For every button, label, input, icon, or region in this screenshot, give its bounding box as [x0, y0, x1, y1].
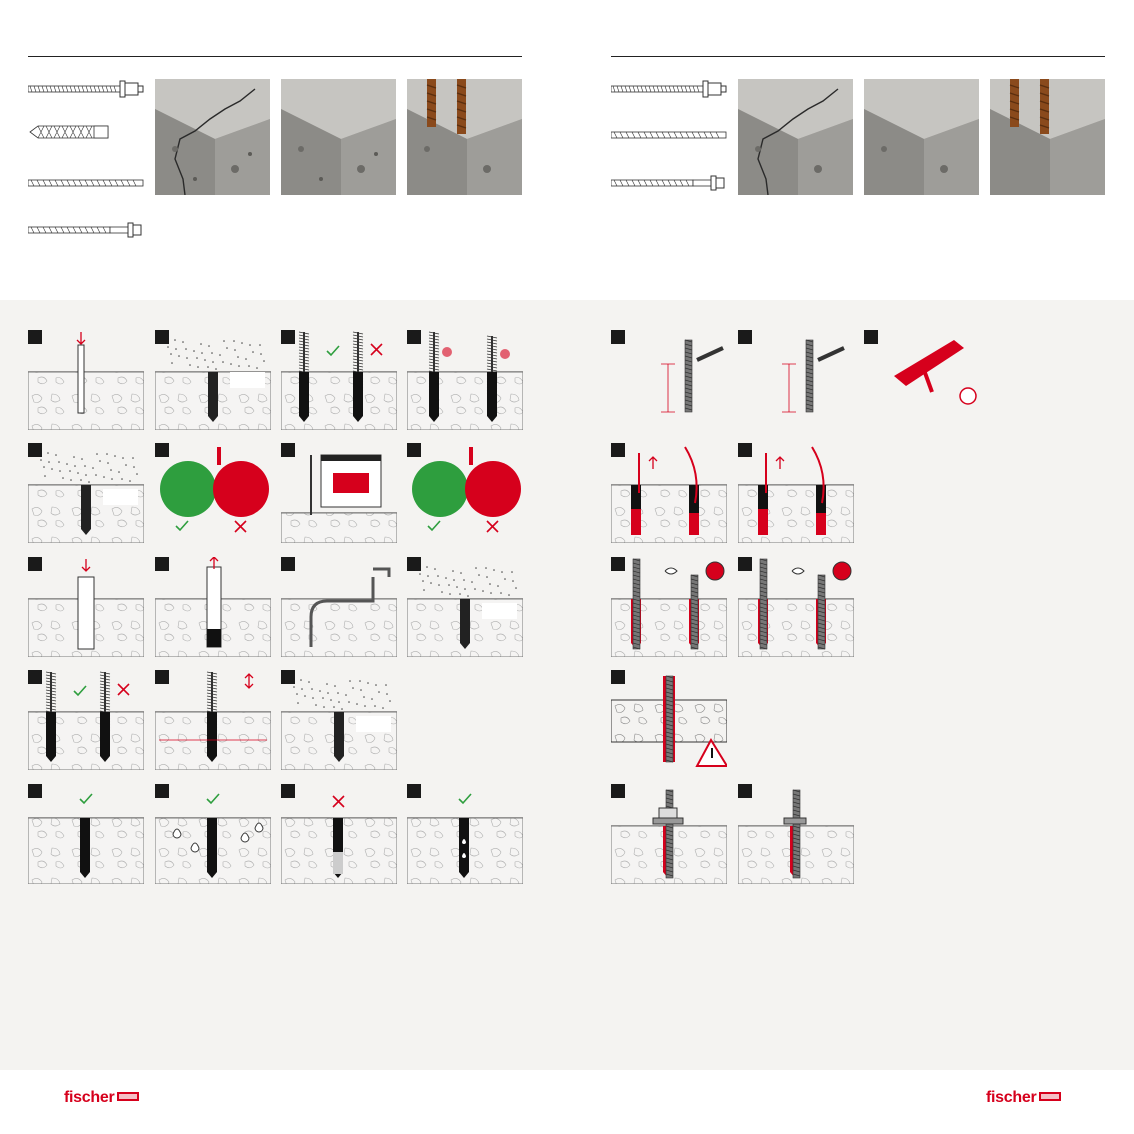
internal-threaded-anchor-icon	[28, 124, 118, 140]
cross-icon	[333, 796, 344, 807]
checkmark-icon	[459, 794, 471, 803]
step-number-marker	[611, 443, 625, 457]
logo-text: fischer	[986, 1089, 1037, 1106]
step-number-marker	[738, 557, 752, 571]
step-number-marker	[611, 670, 625, 684]
step-number-marker	[611, 557, 625, 571]
cross-icon	[235, 521, 246, 532]
cross-icon	[118, 684, 129, 695]
instruction-step-panel	[407, 557, 523, 657]
instruction-step-panel	[864, 330, 980, 430]
step-number-marker	[155, 330, 169, 344]
step-number-marker	[155, 443, 169, 457]
instruction-step-panel	[281, 670, 397, 770]
fischer-logo	[986, 1089, 1061, 1107]
cross-icon	[371, 344, 382, 355]
step-number-marker	[155, 670, 169, 684]
instruction-step-panel	[738, 784, 854, 884]
rebar-icon	[611, 130, 727, 140]
instruction-step-panel	[28, 784, 144, 884]
threaded-rod-icon	[28, 80, 144, 98]
step-number-marker	[155, 784, 169, 798]
step-number-marker	[407, 443, 421, 457]
step-number-marker	[281, 557, 295, 571]
step-number-marker	[738, 784, 752, 798]
instruction-step-panel	[28, 670, 144, 770]
step-number-marker	[281, 330, 295, 344]
rebar-icon	[28, 178, 144, 188]
step-number-marker	[28, 557, 42, 571]
instruction-step-panel	[155, 557, 271, 657]
instruction-step-panel	[738, 557, 854, 657]
checkmark-icon	[80, 794, 92, 803]
instruction-step-panel	[407, 330, 523, 430]
instruction-step-panel	[738, 443, 854, 543]
arrow-up-icon	[776, 457, 784, 469]
arrow-down-icon	[77, 332, 85, 344]
instruction-step-panel	[28, 330, 144, 430]
instruction-step-panel	[738, 330, 854, 430]
instruction-step-panel	[407, 443, 523, 543]
cracked-concrete-image	[155, 79, 270, 195]
right-section-rule	[611, 56, 1105, 57]
instruction-step-panel	[281, 557, 397, 657]
step-number-marker	[281, 784, 295, 798]
checkmark-icon	[327, 346, 339, 355]
step-number-marker	[864, 330, 878, 344]
instruction-step-panel	[611, 557, 727, 657]
step-number-marker	[407, 784, 421, 798]
threaded-rod-icon	[611, 80, 727, 98]
instruction-step-panel	[281, 784, 397, 884]
instruction-step-panel	[28, 443, 144, 543]
cracked-concrete-image	[738, 79, 853, 195]
step-number-marker	[28, 443, 42, 457]
left-section-rule	[28, 56, 522, 57]
instruction-step-panel	[611, 670, 727, 770]
non-cracked-concrete-image	[864, 79, 979, 195]
eye-icon	[792, 568, 804, 574]
checkmark-icon	[74, 686, 86, 695]
checkmark-icon	[207, 794, 219, 803]
non-cracked-concrete-image	[281, 79, 396, 195]
rebar-anchor-icon	[611, 175, 727, 191]
up-down-arrow-icon	[245, 674, 253, 688]
fischer-logo	[64, 1089, 139, 1107]
rebar-concrete-image	[990, 79, 1105, 195]
rebar-concrete-image	[407, 79, 522, 195]
step-number-marker	[738, 330, 752, 344]
step-number-marker	[407, 557, 421, 571]
instruction-step-panel	[155, 330, 271, 430]
instruction-step-panel	[281, 443, 397, 543]
instruction-step-panel	[281, 330, 397, 430]
step-number-marker	[611, 330, 625, 344]
step-number-marker	[155, 557, 169, 571]
instruction-step-panel	[611, 784, 727, 884]
step-number-marker	[738, 443, 752, 457]
step-number-marker	[407, 330, 421, 344]
arrow-up-icon	[649, 457, 657, 469]
step-number-marker	[281, 670, 295, 684]
instruction-step-panel	[155, 443, 271, 543]
step-number-marker	[28, 784, 42, 798]
instruction-step-panel	[155, 670, 271, 770]
instruction-step-panel	[611, 443, 727, 543]
checkmark-icon	[428, 521, 440, 530]
cross-icon	[487, 521, 498, 532]
instruction-step-panel	[407, 784, 523, 884]
eye-icon	[665, 568, 677, 574]
arrow-down-icon	[82, 559, 90, 571]
step-number-marker	[611, 784, 625, 798]
logo-text: fischer	[64, 1089, 115, 1106]
instruction-step-panel	[28, 557, 144, 657]
instruction-step-panel	[155, 784, 271, 884]
checkmark-icon	[176, 521, 188, 530]
step-number-marker	[28, 670, 42, 684]
step-number-marker	[281, 443, 295, 457]
rebar-anchor-icon	[28, 222, 144, 238]
instruction-step-panel	[611, 330, 727, 430]
step-number-marker	[28, 330, 42, 344]
